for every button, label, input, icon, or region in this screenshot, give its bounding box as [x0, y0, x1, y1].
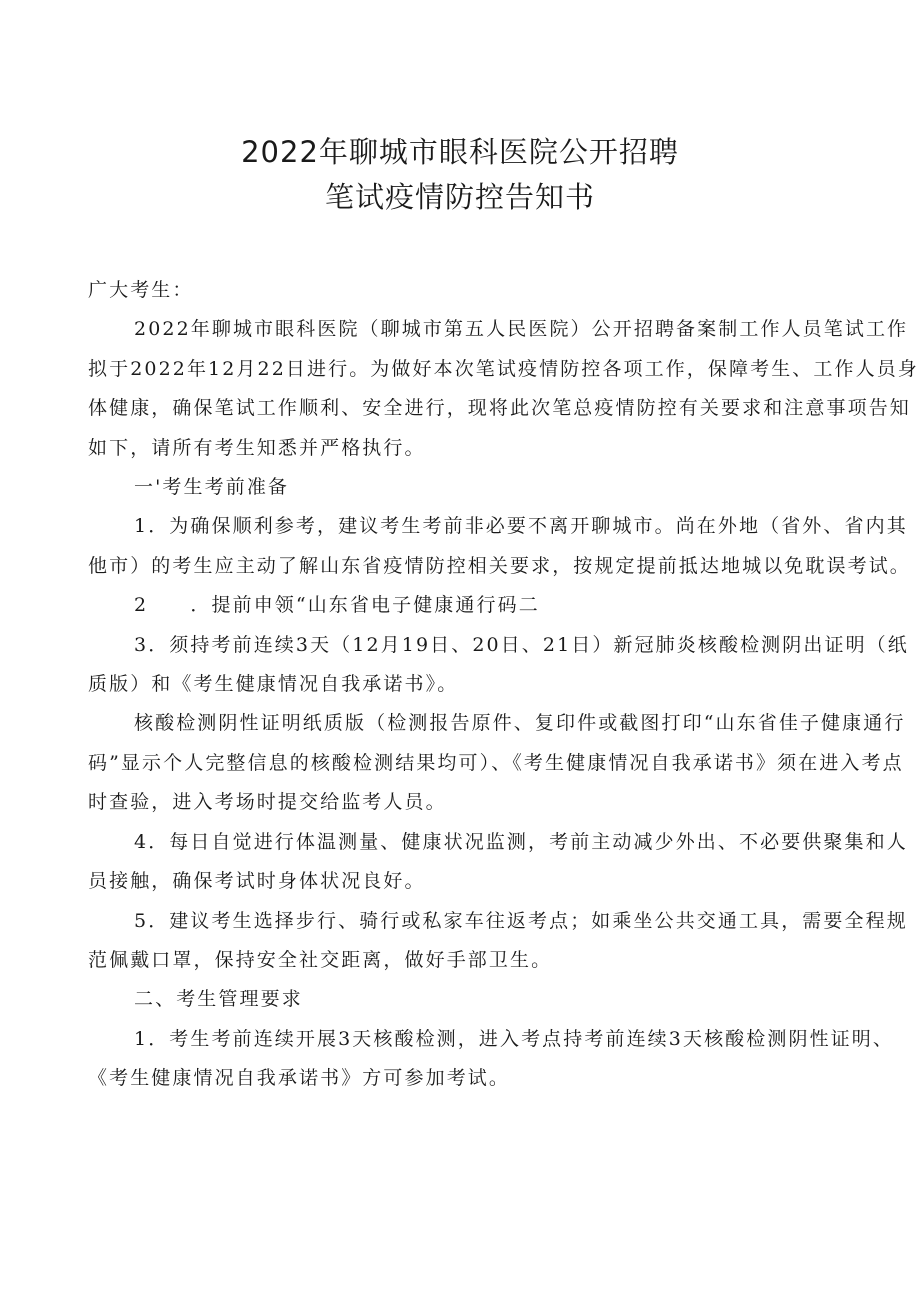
- paragraph-item-5: 5．建议考生选择步行、骑行或私家车往返考点；如乘坐公共交通工具，需要全程规范佩戴口罩，保持安全社交距离，做好手部卫生。: [88, 909, 908, 971]
- paragraph-item-4: 4．每日自觉进行体温测量、健康状况监测，考前主动减少外出、不必要供聚集和人员接触，确保考试时身体状况良好。: [88, 830, 908, 893]
- greeting: 广大考生：: [88, 279, 194, 301]
- section-heading-preparation: 一'考生考前准备: [134, 476, 290, 499]
- document-title-line-2: 笔试疫情防控告知书: [324, 180, 595, 214]
- document-title-line-1: 2022年聊城市眼科医院公开招聘: [241, 135, 679, 169]
- section-heading-management: 二、考生管理要求: [134, 988, 303, 1011]
- paragraph-intro: 2022年聊城市眼科医院（聊城市第五人民医院）公开招聘备案制工作人员笔试工作拟于2022年12月22日进行。为做好本次笔试疫情防控各项工作，保障考生、工作人员身体健康，确保笔试工作顺利、安全进行，现将此次笔总疫情防控有关要求和注意事项告知如下，请所有考生知悉并严格执行。: [88, 318, 919, 459]
- paragraph-nucleic-acid-note: 核酸检测阴性证明纸质版（检测报告原件、复印件或截图打印“山东省佳子健康通行码”显示个人完整信息的核酸检测结果均可）、《考生健康情况自我承诺书》须在进入考点时查验，进入考场时提交给监考人员。: [88, 712, 906, 814]
- paragraph-item-2: 2 ．提前申领“山东省电子健康通行码二: [134, 594, 540, 617]
- paragraph-management-item-1: 1．考生考前连续开展3天核酸检测，进入考点持考前连续3天核酸检测阴性证明、《考生健康情况自我承诺书》方可参加考试。: [88, 1027, 894, 1090]
- document-body: [88, 271, 920, 1099]
- paragraph-item-1: 1．为确保顺利参考，建议考生考前非必要不离开聊城市。尚在外地（省外、省内其他市）的考生应主动了解山东省疫情防控相关要求，按规定提前抵达地城以免耽误考试。: [88, 515, 911, 577]
- paragraph-item-3: 3．须持考前连续3天（12月19日、20日、21日）新冠肺炎核酸检测阴出证明（纸质版）和《考生健康情况自我承诺书》。: [88, 633, 909, 696]
